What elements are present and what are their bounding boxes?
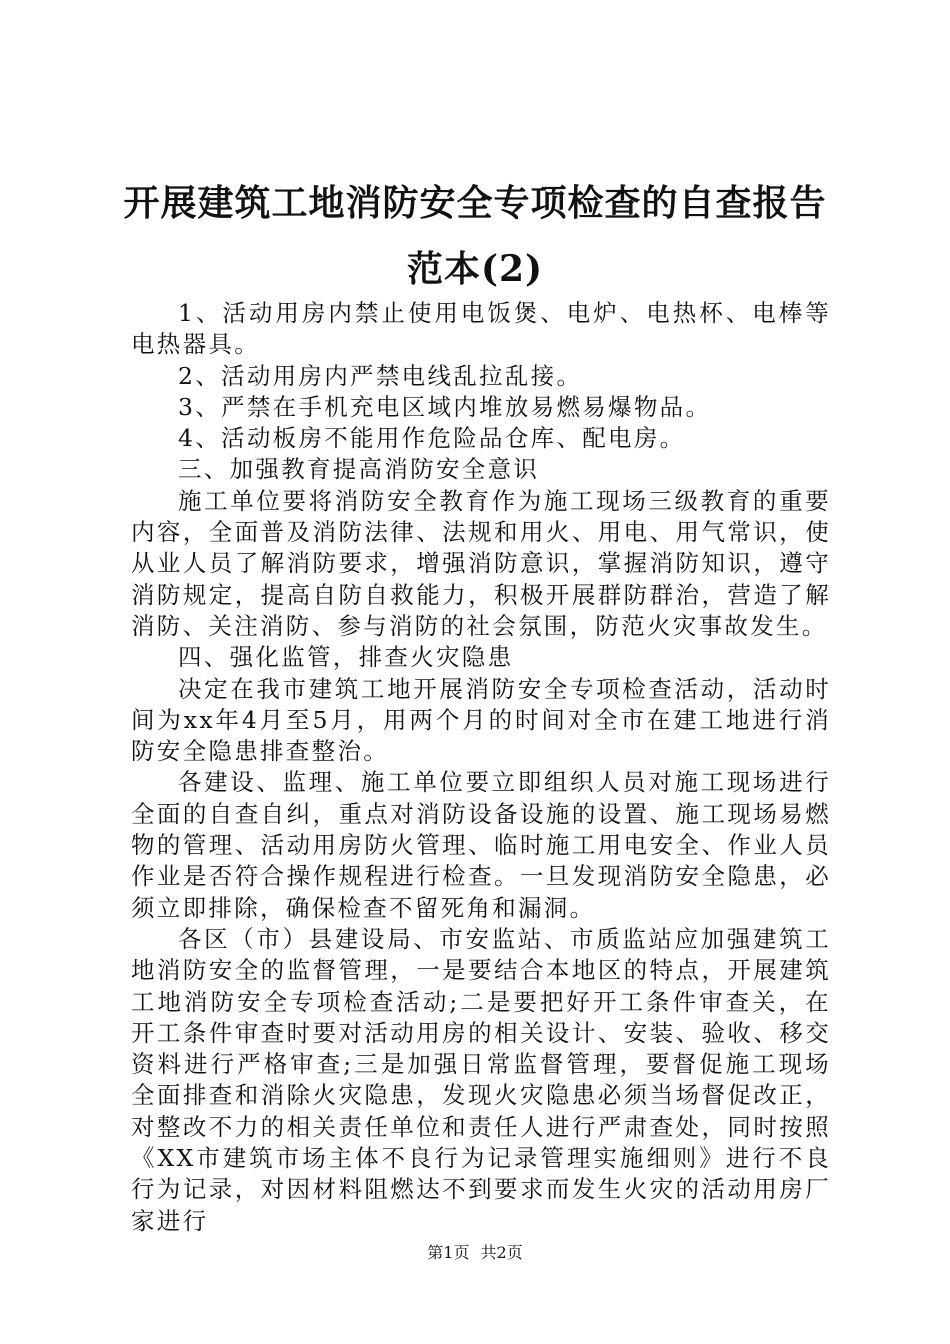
paragraph: 各建设、监理、施工单位要立即组织人员对施工现场进行全面的自查自纠，重点对消防设备设施的设置、施工现场易燃物的管理、活动用房防火管理、临时施工用电安全、作业人员作业是否符合操作规程进行检查。一旦发现消防安全隐患，必须立即排除，确保检查不留死角和漏洞。 xyxy=(131,768,831,922)
page-footer xyxy=(0,1242,950,1264)
paragraph: 各区（市）县建设局、市安监站、市质监站应加强建筑工地消防安全的监督管理，一是要结合本地区的特点，开展建筑工地消防安全专项检查活动;二是要把好开工条件审查关，在开工条件审查时要对活动用房的相关设计、安装、验收、移交资料进行严格审查;三是加强日常监督管理，要督促施工现场全面排查和消除火灾隐患，发现火灾隐患必须当场督促改正，对整改不力的相关责任单位和责任人进行严肃查处，同时按照《XX市建筑市场主体不良行为记录管理实施细则》进行不良行为记录，对因材料阻燃达不到要求而发生火灾的活动用房厂家进行 xyxy=(131,924,831,1235)
document-title: 开展建筑工地消防安全专项检查的自查报告范本(2) xyxy=(123,182,827,290)
paragraph: 3、严禁在手机充电区域内堆放易燃易爆物品。 xyxy=(178,392,712,421)
section-heading: 四、强化监管，排查火灾隐患 xyxy=(178,643,514,672)
paragraph: 决定在我市建筑工地开展消防安全专项检查活动，活动时间为xx年4月至5月，用两个月的时间对全市在建工地进行消防安全隐患排查整治。 xyxy=(131,674,831,766)
paragraph: 2、活动用房内严禁电线乱拉乱接。 xyxy=(178,361,583,390)
paragraph: 4、活动板房不能用作危险品仓库、配电房。 xyxy=(178,424,686,453)
paragraph: 施工单位要将消防安全教育作为施工现场三级教育的重要内容，全面普及消防法律、法规和用火、用电、用气常识，使从业人员了解消防要求，增强消防意识，掌握消防知识，遵守消防规定，提高自防自救能力，积极开展群防群治，营造了解消防、关注消防、参与消防的社会氛围，防范火灾事故发生。 xyxy=(131,486,831,640)
page-number: 第1页 xyxy=(427,1243,470,1262)
section-heading: 三、加强教育提高消防安全意识 xyxy=(178,455,540,484)
page-total: 共2页 xyxy=(480,1243,523,1262)
document-body xyxy=(131,298,831,1237)
paragraph: 1、活动用房内禁止使用电饭煲、电炉、电热杯、电棒等电热器具。 xyxy=(131,299,831,359)
